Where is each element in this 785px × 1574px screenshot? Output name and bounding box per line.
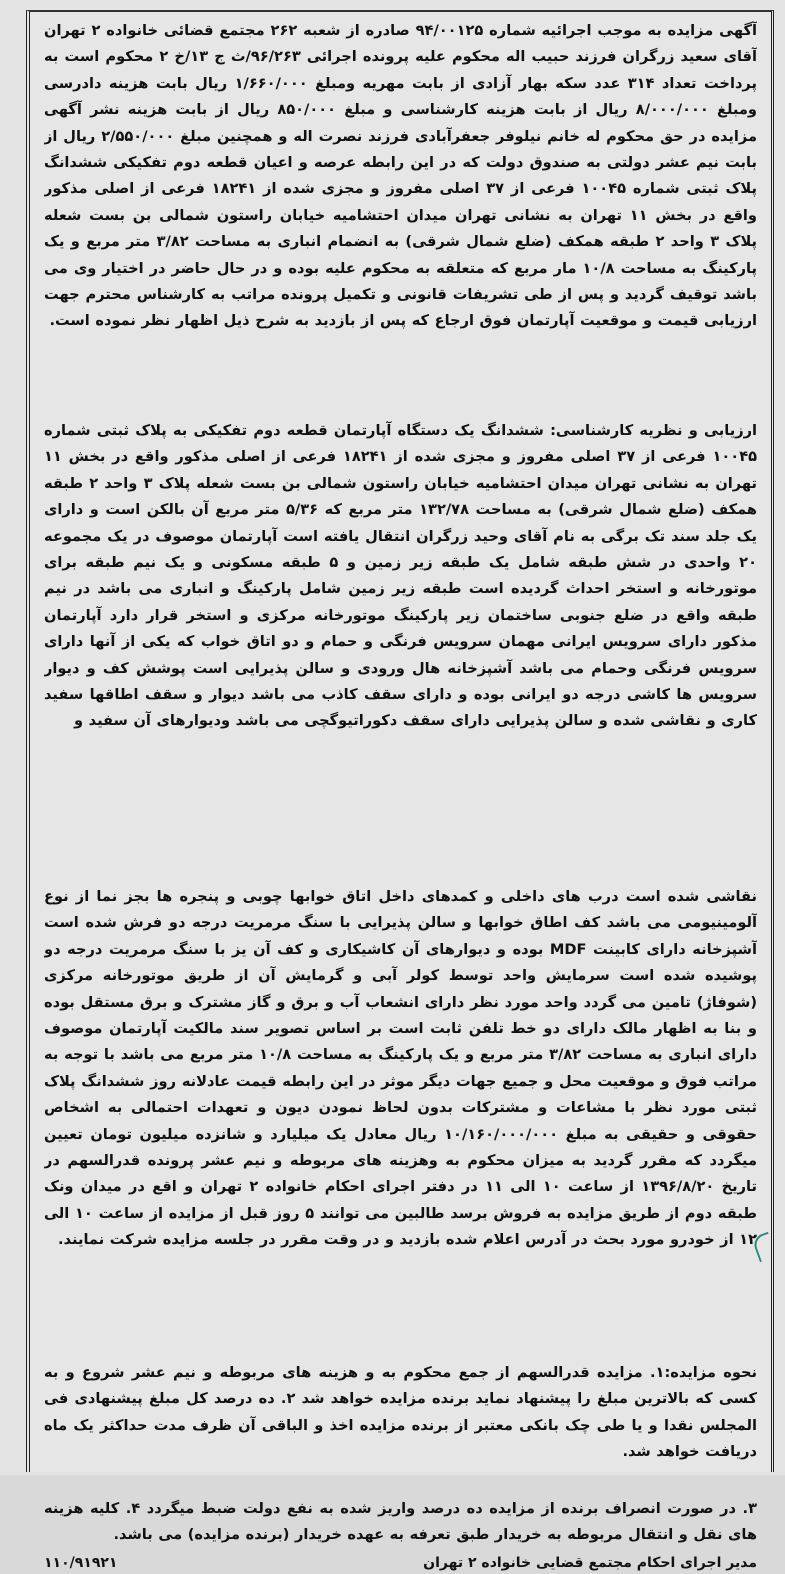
auction-notice: [26, 10, 774, 1571]
signature-line: مدیر اجرای احکام مجتمع قضایی خانواده ۲ تهران: [423, 1555, 757, 1571]
auction-terms-paragraph: ۳. در صورت انصراف برنده از مزایده ده درصد واریز شده به نفع دولت ضبط میگردد ۴. کلیه هزینه های نقل و انتقال مربوطه به خریدار طبق تعرفه به عهده خریدار (برنده مزایده) می باشد.: [44, 1500, 757, 1544]
expert-evaluation-continuation: نقاشی شده است درب های داخلی و کمدهای داخل اتاق خوابها چوبی و پنجره ها بجز نما از نوع آلومینیومی می باشد کف اطاق خوابها و سالن پذیرایی با سنگ مرمریت درجه دو فرش شده است آشپزخانه دارای کابینت MDF بوده و دیوارهای آن کاشیکاری و کف آن یز با سنگ مرمریت درجه دو پوشیده شده است سرمایش واحد توسط کولر آبی و گرمایش آن از طریق موتورخانه مرکزی (شوفاژ) تامین می گردد واحد مورد نظر دارای انشعاب آب و برق و گاز مشترک و برق مستقل بوده و بنا به اظهار مالک دارای دو خط تلفن ثابت است بر اساس تصویر سند مالکیت آپارتمان موصوف دارای انباری به مساحت ۳/۸۲ متر مربع و یک پارکینگ به مساحت ۱۰/۸ متر مربع می باشد با توجه به مراتب فوق و موقعیت محل و جمیع جهات دیگر موثر در این رابطه قیمت عادلانه روز ششدانگ پلاک ثبتی مورد نظر با مشاعات و مشترکات بدون لحاظ نمودن دیون و تعهدات احتمالی به اشخاص حقوقی و حقیقی به مبلغ ۱۰/۱۶۰/۰۰۰/۰۰۰ ریال معادل یک میلیارد و شانزده میلیون تومان تعیین میگردد که مقرر گردید به میزان محکوم به وهزینه های مربوطه و نیم عشر پرونده قدرالسهم در تاریخ ۱۳۹۶/۸/۲۰ از ساعت ۱۰ الی ۱۱ در دفتر اجرای احکام خانواده ۲ تهران و اقع در میدان ونک طبقه دوم از طریق مزایده به فروش برسد طالبین می توانند ۵ روز قبل از مزایده از ساعت ۱۰ الی ۱۲ از خودرو مورد بحث در آدرس اعلام شده بازدید و در وقت مقرر در جلسه مزایده شرکت نمایند.: [44, 888, 757, 1249]
notice-footer: [44, 1552, 757, 1574]
notice-intro-paragraph: آگهی مزایده به موجب اجرائیه شماره ۹۴/۰۰۱۲۵ صادره از شعبه ۲۶۲ مجتمع قضائی خانواده ۲ تهران آقای سعید زرگران فرزند حبیب اله محکوم علیه پرونده اجرائی ۹۶/۲۶۳/ث ج ۱۳/خ ۲ محکوم است به پرداخت تعداد ۳۱۴ عدد سکه بهار آزادی از بابت مهریه ومبلغ ۱/۶۶۰/۰۰۰ ریال بابت هزینه دادرسی ومبلغ ۸/۰۰۰/۰۰۰ ریال از بابت هزینه کارشناسی و مبلغ ۸۵۰/۰۰۰ ریال از بابت هزینه نشر آگهی مزایده در حق محکوم له خانم نیلوفر جعفرآبادی فرزند نصرت اله و همچنین مبلغ ۲/۵۵۰/۰۰۰ ریال از بابت نیم عشر دولتی به صندوق دولت که در این رابطه عرصه و اعیان قطعه دوم تفکیکی ششدانگ پلاک ثبتی شماره ۱۰۰۴۵ فرعی از ۳۷ اصلی مفروز و مجزی شده از ۱۸۲۴۱ فرعی از اصلی مذکور واقع در بخش ۱۱ تهران به نشانی تهران میدان احتشامیه خیابان راستون شمالی بن بست شعله پلاک ۳ واحد ۲ طبقه همکف (ضلع شمال شرقی) به انضمام انباری به مساحت ۳/۸۲ متر مربع و یک پارکینگ به مساحت ۱۰/۸ مار مربع که متعلقه به محکوم علیه بوده و در حال حاضر در اختیار وی می باشد توقیف گردید و پس از طی تشریفات قانونی و تکمیل پرونده مراتب به کارشناس محترم جهت ارزیابی قیمت و موقعیت آپارتمان فوق ارجاع که پس از بازدید به شرح ذیل اظهار نظر نموده است.: [44, 22, 757, 330]
expert-evaluation-paragraph: ارزیابی و نظریه کارشناسی: ششدانگ یک دستگاه آپارتمان قطعه دوم تفکیکی به پلاک ثبتی شماره ۱۰۰۴۵ فرعی از ۳۷ اصلی مفروز و مجزی شده از ۱۸۲۴۱ فرعی از اصلی مذکور واقع در بخش ۱۱ تهران به نشانی تهران میدان احتشامیه خیابان راستون شمالی بن بست شعله پلاک ۳ واحد ۲ طبقه همکف (ضلع شمال شرقی) به مساحت ۱۳۲/۷۸ متر مربع که ۵/۳۶ متر مربع آن بالکن است و دارای یک جلد سند تک برگی به نام آقای وحید زرگران انتقال یافته است آپارتمان موصوف در یک مجموعه ۲۰ واحدی در شش طبقه شامل یک طبقه زیر زمین و ۵ طبقه مسکونی و یک نیم طبقه برای موتورخانه و استخر احداث گردیده است طبقه زیر زمین شامل پارکینگ و انباری می باشد در نیم طبقه واقع در ضلع جنوبی ساختمان زیر پارکینگ موتورخانه مرکزی و استخر قرار دارد آپارتمان مذکور دارای سرویس ایرانی مهمان سرویس فرنگی و حمام و دو اتاق خواب که یکی از آنها دارای سرویس فرنگی وحمام می باشد آشپزخانه هال ورودی و سالن پذیرایی است پوشش کف و دیوار سرویس ها کاشی درجه دو ایرانی بوده و دارای سقف کاذب می باشد دیوار و سقف اطاقها سفید کاری و نقاشی شده و سالن پذیرایی دارای سقف دکوراتیوگچی می باشد ودیوارهای آن سفید و: [44, 422, 757, 730]
auction-method-paragraph: نحوه مزایده:۱. مزایده قدرالسهم از جمع محکوم به و هزینه های مربوطه و نیم عشر شروع و به کسی که بالاترین مبلغ را پیشنهاد نماید برنده مزایده خواهد شد ۲. ده درصد کل مبلغ پیشنهادی فی المجلس نقدا و یا طی چک بانکی معتبر از برنده مزایده اخذ و الباقی آن ظرف مدت حداکثر یک ماه دریافت خواهد شد.: [44, 1364, 757, 1461]
notice-code: ۱۱۰/۹۱۹۲۱: [44, 1555, 118, 1571]
